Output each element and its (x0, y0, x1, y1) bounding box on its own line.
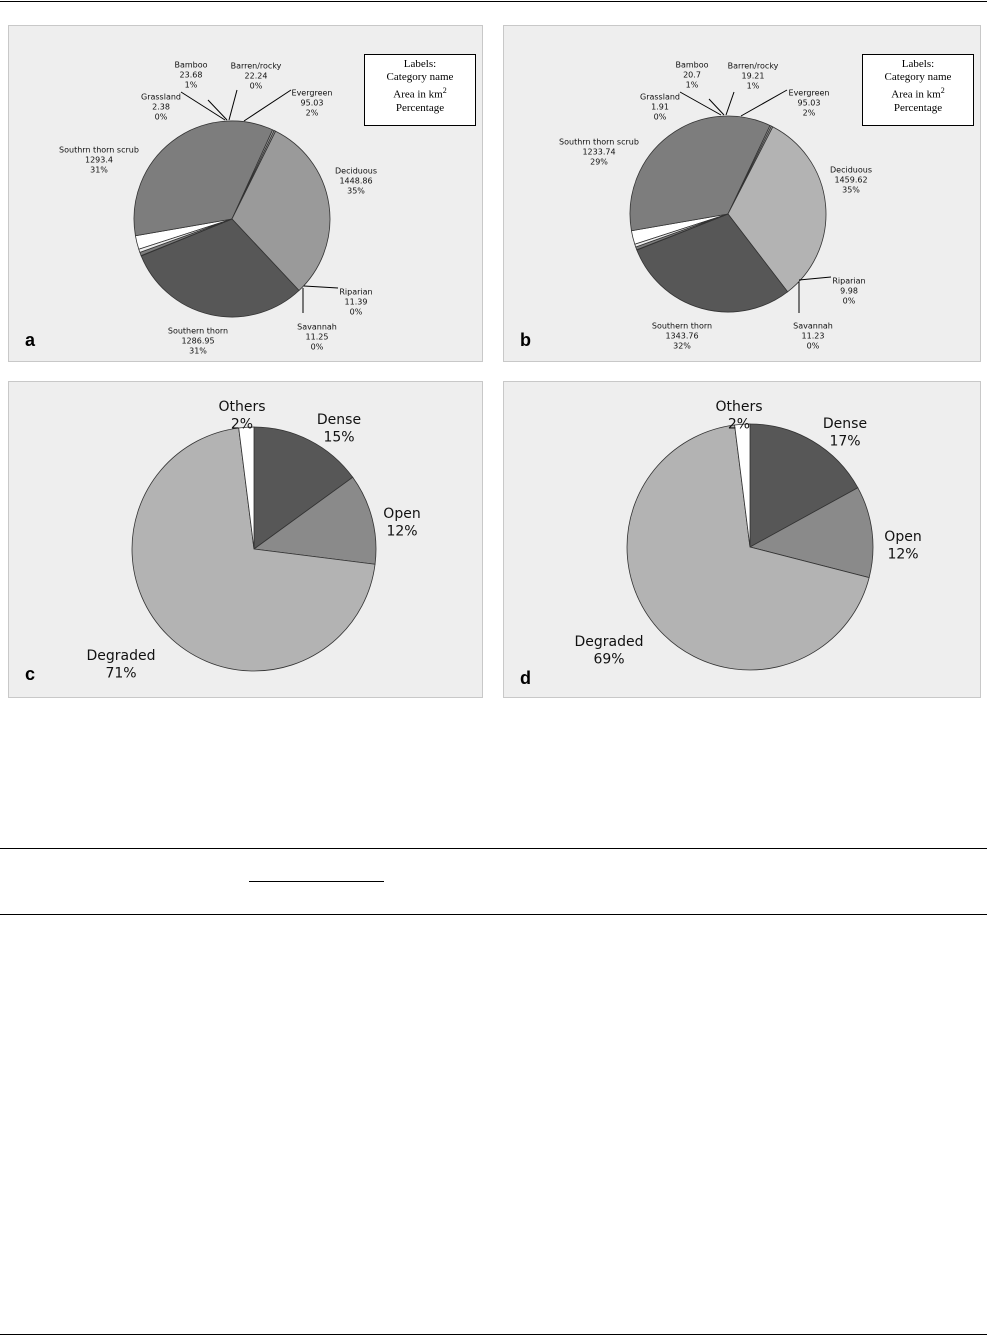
slice-label-area-riparian: 9.98 (840, 286, 858, 296)
slice-label-percent-barren-rocky: 0% (249, 81, 263, 91)
slice-label-percent-grassland: 0% (154, 112, 168, 122)
slice-label-percent-riparian: 0% (349, 307, 363, 317)
leader-line-barren-rocky (229, 90, 237, 120)
slice-label-area-southern-thorn: 1343.76 (665, 331, 699, 341)
slice-label-percent-southern-thorn: 31% (189, 346, 207, 356)
slice-label-area-southrn-thorn-scrub: 1293.4 (85, 155, 113, 165)
slice-label-percent-open: 12% (887, 546, 919, 563)
slice-label-name-open: Open (383, 506, 421, 523)
slice-label-area-deciduous: 1448.86 (339, 176, 373, 186)
slice-label-name-southrn-thorn-scrub: Southrn thorn scrub (59, 145, 139, 155)
label-key-line3: Area in km (393, 88, 443, 101)
slice-label-percent-open: 12% (386, 523, 418, 540)
slice-label-area-deciduous: 1459.62 (834, 175, 868, 185)
slice-label-area-savannah: 11.23 (801, 331, 825, 341)
bottom-rule (0, 1334, 987, 1335)
pie-chart-d (504, 382, 981, 698)
slice-label-name-others: Others (218, 399, 266, 416)
slice-label-percent-southrn-thorn-scrub: 31% (90, 165, 108, 175)
slice-label-name-others: Others (715, 399, 763, 416)
slice-label-name-open: Open (884, 529, 922, 546)
leader-line-bamboo (208, 100, 227, 120)
slice-label-name-dense: Dense (316, 412, 362, 429)
slice-label-percent-dense: 17% (829, 433, 861, 450)
label-key-line4: Percentage (893, 101, 943, 114)
slice-label-area-grassland: 1.91 (651, 102, 669, 112)
section-rule-lower (0, 914, 987, 915)
panel-label-a: a (25, 330, 36, 350)
slice-label-name-dense: Dense (822, 416, 868, 433)
label-key-superscript: 2 (442, 86, 447, 95)
slice-label-percent-deciduous: 35% (842, 185, 860, 195)
slice-label-percent-degraded: 69% (593, 651, 625, 668)
label-key-superscript: 2 (940, 86, 945, 95)
slice-label-name-southrn-thorn-scrub: Southrn thorn scrub (559, 137, 639, 147)
slice-label-percent-evergreen: 2% (802, 108, 816, 118)
leader-line-riparian (304, 286, 338, 288)
slice-label-area-evergreen: 95.03 (797, 98, 821, 108)
slice-label-area-evergreen: 95.03 (300, 98, 324, 108)
slice-label-percent-evergreen: 2% (305, 108, 319, 118)
leader-line-riparian (799, 277, 831, 280)
panel-label-c: c (25, 664, 36, 684)
label-key-box-b (862, 54, 974, 126)
slice-label-percent-barren-rocky: 1% (746, 81, 760, 91)
slice-label-name-deciduous: Deciduous (830, 165, 872, 175)
pie-chart-c (9, 382, 483, 698)
slice-label-name-riparian: Riparian (339, 287, 373, 297)
slice-label-percent-bamboo: 1% (184, 80, 198, 90)
panel-label-d: d (520, 668, 531, 688)
slice-label-percent-grassland: 0% (653, 112, 667, 122)
label-key-line3: Area in km (891, 88, 941, 101)
slice-label-percent-dense: 15% (323, 429, 355, 446)
slice-label-name-grassland: Grassland (141, 92, 181, 102)
slice-label-area-bamboo: 20.7 (683, 70, 701, 80)
slice-label-percent-southern-thorn: 32% (673, 341, 691, 351)
slice-label-name-savannah: Savannah (793, 321, 833, 331)
section-rule-upper (0, 848, 987, 849)
slice-label-area-riparian: 11.39 (344, 297, 368, 307)
slice-label-area-bamboo: 23.68 (179, 70, 203, 80)
top-rule (0, 1, 987, 2)
slice-label-name-savannah: Savannah (297, 322, 337, 332)
slice-label-name-riparian: Riparian (832, 276, 866, 286)
slice-label-percent-deciduous: 35% (347, 186, 365, 196)
slice-label-name-barren-rocky: Barren/rocky (230, 61, 282, 71)
slice-label-percent-savannah: 0% (806, 341, 820, 351)
slice-label-percent-others: 2% (230, 416, 254, 433)
label-key-line1: Labels: (901, 58, 935, 70)
chart-panel-b (503, 25, 981, 362)
panel-label-b: b (520, 330, 531, 350)
slice-label-percent-riparian: 0% (842, 296, 856, 306)
chart-panel-c (8, 381, 483, 698)
slice-label-percent-savannah: 0% (310, 342, 324, 352)
slice-label-name-degraded: Degraded (86, 648, 156, 665)
label-key-box-a (364, 54, 476, 126)
slice-label-area-savannah: 11.25 (305, 332, 329, 342)
slice-label-name-bamboo: Bamboo (675, 60, 709, 70)
footnote-link-underline (249, 881, 384, 882)
slice-label-name-evergreen: Evergreen (788, 88, 830, 98)
slice-label-area-southrn-thorn-scrub: 1233.74 (582, 147, 616, 157)
slice-label-area-barren-rocky: 22.24 (244, 71, 268, 81)
slice-label-name-bamboo: Bamboo (174, 60, 208, 70)
leader-line-barren-rocky (726, 92, 734, 115)
slice-label-percent-bamboo: 1% (685, 80, 699, 90)
slice-label-area-barren-rocky: 19.21 (741, 71, 765, 81)
label-key-line4: Percentage (395, 101, 445, 114)
slice-label-percent-others: 2% (727, 416, 751, 433)
slice-label-name-southern-thorn: Southern thorn (167, 326, 229, 336)
leader-line-grassland (680, 92, 721, 115)
leader-line-grassland (181, 92, 225, 120)
leader-line-evergreen (244, 90, 291, 121)
slice-label-name-deciduous: Deciduous (335, 166, 377, 176)
label-key-line2: Category name (386, 71, 454, 83)
chart-panel-a (8, 25, 483, 362)
slice-label-name-degraded: Degraded (574, 634, 644, 651)
slice-label-name-barren-rocky: Barren/rocky (727, 61, 779, 71)
slice-label-percent-southrn-thorn-scrub: 29% (590, 157, 608, 167)
slice-label-name-southern-thorn: Southern thorn (651, 321, 713, 331)
slice-label-area-grassland: 2.38 (152, 102, 170, 112)
leader-line-evergreen (741, 90, 787, 116)
slice-label-name-grassland: Grassland (640, 92, 680, 102)
chart-panel-d (503, 381, 981, 698)
slice-label-name-evergreen: Evergreen (291, 88, 333, 98)
label-key-line2: Category name (884, 71, 952, 83)
slice-label-percent-degraded: 71% (105, 665, 137, 682)
label-key-line1: Labels: (403, 58, 437, 70)
slice-label-area-southern-thorn: 1286.95 (181, 336, 215, 346)
